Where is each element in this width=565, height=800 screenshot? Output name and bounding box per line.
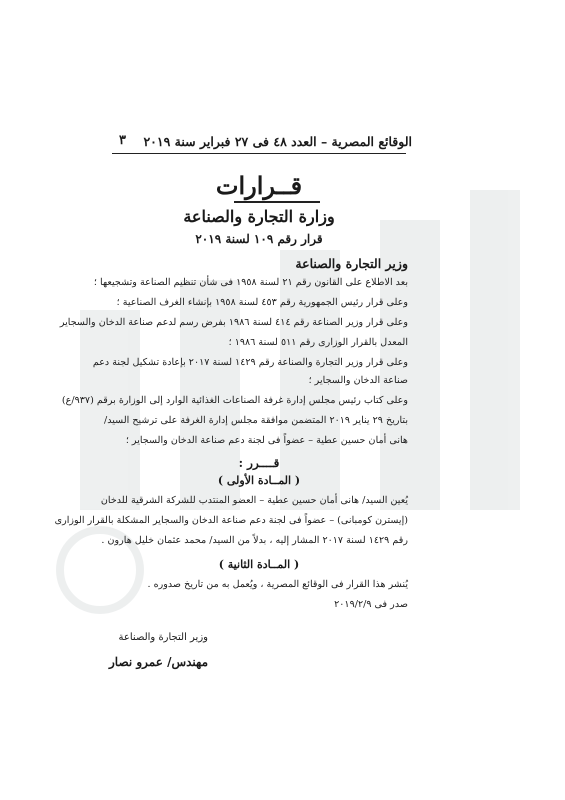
ministry-name: وزارة التجارة والصناعة <box>183 207 335 226</box>
article-1-line: رقم ١٤٢٩ لسنة ٢٠١٧ المشار إليه ، بدلاً من السيد/ محمد عثمان خليل هارون . <box>101 535 408 546</box>
issue-date: صدر فى ٢٠١٩/٢/٩ <box>334 599 408 610</box>
decree-number: قرار رقم ١٠٩ لسنة ٢٠١٩ <box>195 232 323 246</box>
signatory-name: مهندس/ عمرو نصار <box>109 655 208 669</box>
preamble-line: هانى أمان حسين عطية – عضواً فى لجنة دعم صناعة الدخان والسجاير ؛ <box>125 435 408 446</box>
article-1-line: يُعين السيد/ هانى أمان حسين عطية – العضو المنتدب للشركة الشرقية للدخان <box>100 495 408 506</box>
header-rule <box>112 153 406 154</box>
preamble-line: المعدل بالقرار الوزارى رقم ٥١١ لسنة ١٩٨٦ ؛ <box>228 337 408 348</box>
signatory-title: وزير التجارة والصناعة <box>118 632 208 643</box>
issuer-label: وزير التجارة والصناعة <box>295 256 408 271</box>
article-1-heading: ( المــادة الأولى ) <box>217 474 301 487</box>
preamble-line: وعلى كتاب رئيس مجلس إدارة غرفة الصناعات الغذائية الوارد إلى الوزارة برقم (٩٣٧/ع) <box>61 395 408 406</box>
article-2-line: يُنشر هذا القرار فى الوقائع المصرية ، ويُعمل به من تاريخ صدوره . <box>147 579 408 590</box>
preamble-line: وعلى قرار وزير التجارة والصناعة رقم ١٤٢٩ لسنة ٢٠١٧ بإعادة تشكيل لجنة دعم <box>92 357 408 368</box>
preamble-line: وعلى قرار وزير الصناعة رقم ٤١٤ لسنة ١٩٨٦ بفرض رسم لدعم صناعة الدخان والسجاير <box>59 317 408 328</box>
preamble-line: بتاريخ ٢٩ يناير ٢٠١٩ المتضمن موافقة مجلس إدارة الغرفة على ترشيح السيد/ <box>103 415 408 426</box>
preamble-line: صناعة الدخان والسجاير ؛ <box>308 375 408 386</box>
title-underline <box>234 201 320 203</box>
preamble-line: بعد الاطلاع على القانون رقم ٢١ لسنة ١٩٥٨ فى شأن تنظيم الصناعة وتشجيعها ؛ <box>93 277 408 288</box>
gazette-header: الوقائع المصرية – العدد ٤٨ فى ٢٧ فبراير سنة ٢٠١٩ <box>143 134 412 149</box>
article-1-line: (إيسترن كومبانى) – عضواً فى لجنة دعم صناعة الدخان والسجاير المشكلة بالقرار الوزارى <box>54 515 408 526</box>
page-number: ٣ <box>119 133 126 148</box>
preamble-line: وعلى قرار رئيس الجمهورية رقم ٤٥٣ لسنة ١٩٥٨ بإنشاء الغرف الصناعية ؛ <box>116 297 408 308</box>
decided-heading: قــــرر : <box>238 456 280 470</box>
article-2-heading: ( المــادة الثانية ) <box>218 558 300 571</box>
section-title: قــرارات <box>215 171 303 200</box>
